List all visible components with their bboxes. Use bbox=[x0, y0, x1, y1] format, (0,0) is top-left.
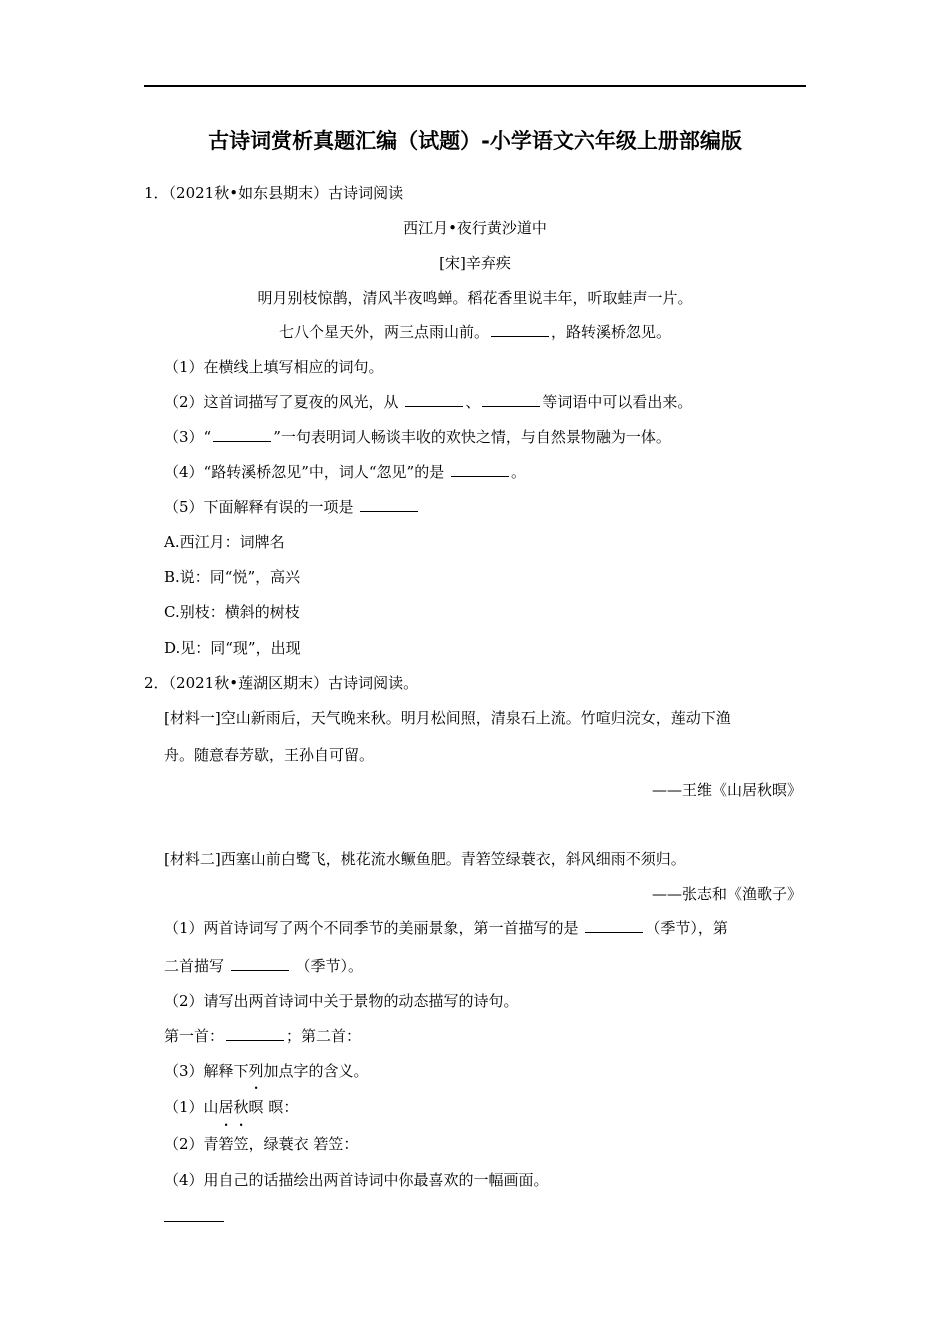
q2-header: 2．（2021秋•莲湖区期末）古诗词阅读。 bbox=[144, 674, 419, 692]
q2-sub4: （4）用自己的话描绘出两首诗词中你最喜欢的一幅画面。 bbox=[164, 1171, 549, 1189]
q1-sub2: （2）这首词描写了夏夜的风光，从 、 等词语中可以看出来。 bbox=[164, 393, 693, 411]
answer-blank[interactable] bbox=[360, 497, 418, 512]
q1-poem-line1: 明月别枝惊鹊，清风半夜鸣蝉。稻花香里说丰年，听取蛙声一片。 bbox=[257, 289, 693, 307]
q2-material1-source: ——王维《山居秋暝》 bbox=[651, 781, 802, 799]
answer-blank[interactable] bbox=[231, 956, 289, 971]
q1-author: [宋]辛弃疾 bbox=[439, 254, 511, 272]
q2-material2-source: ——张志和《渔歌子》 bbox=[651, 885, 802, 903]
answer-blank[interactable] bbox=[491, 322, 549, 337]
q2-material2-line: [材料二]西塞山前白鹭飞，桃花流水鳜鱼肥。青箬笠绿蓑衣，斜风细雨不须归。 bbox=[164, 850, 686, 868]
q1-header: 1．（2021秋•如东县期末）古诗词阅读 bbox=[144, 184, 404, 202]
answer-blank[interactable] bbox=[213, 427, 271, 442]
answer-blank[interactable] bbox=[226, 1026, 284, 1041]
q2-sub3: （3）解释下列加点字的含义。 bbox=[164, 1062, 369, 1080]
answer-blank[interactable] bbox=[451, 462, 509, 477]
q2-sub1-line1: （1）两首诗词写了两个不同季节的美丽景象，第一首描写的是 （季节），第 bbox=[164, 919, 728, 937]
q2-sub1-line2: 二首描写 （季节）。 bbox=[164, 957, 364, 975]
q2-sub2-answers: 第一首： ；第二首： bbox=[164, 1027, 362, 1045]
q2-sub2: （2）请写出两首诗词中关于景物的动态描写的诗句。 bbox=[164, 992, 519, 1010]
q2-material1-line1: [材料一]空山新雨后，天气晚来秋。明月松间照，清泉石上流。竹喧归浣女，莲动下渔 bbox=[164, 709, 731, 727]
q1-sub3: （3）“ ”一句表明词人畅谈丰收的欢快之情，与自然景物融为一体。 bbox=[164, 428, 671, 446]
page-title: 古诗词赏析真题汇编（试题）-小学语文六年级上册部编版 bbox=[208, 129, 742, 153]
q2-sub3-item1: （1）山居秋暝 暝： bbox=[164, 1098, 299, 1116]
q1-option-d: D.见：同“现”，出现 bbox=[164, 639, 301, 657]
top-rule bbox=[144, 85, 806, 87]
answer-blank[interactable] bbox=[585, 918, 643, 933]
q1-option-c: C.别枝：横斜的树枝 bbox=[164, 603, 300, 621]
q1-poem-title: 西江月•夜行黄沙道中 bbox=[403, 219, 547, 237]
q1-option-a: A.西江月：词牌名 bbox=[164, 533, 285, 551]
q2-material1-line2: 舟。随意春芳歇，王孙自可留。 bbox=[164, 746, 375, 764]
q2-sub3-item2: （2）青箬笠，绿蓑衣 箬笠： bbox=[164, 1135, 359, 1153]
answer-blank[interactable] bbox=[405, 392, 463, 407]
q1-option-b: B.说：同“悦”，高兴 bbox=[164, 568, 301, 586]
answer-line[interactable] bbox=[164, 1221, 224, 1222]
answer-blank[interactable] bbox=[482, 392, 540, 407]
q1-poem-line2: 七八个星天外，两三点雨山前。 ，路转溪桥忽见。 bbox=[278, 323, 672, 341]
q1-sub5: （5）下面解释有误的一项是 bbox=[164, 497, 420, 517]
q1-sub4: （4）“路转溪桥忽见”中，词人“忽见”的是 。 bbox=[164, 463, 527, 481]
q1-sub1: （1）在横线上填写相应的词句。 bbox=[164, 358, 384, 376]
